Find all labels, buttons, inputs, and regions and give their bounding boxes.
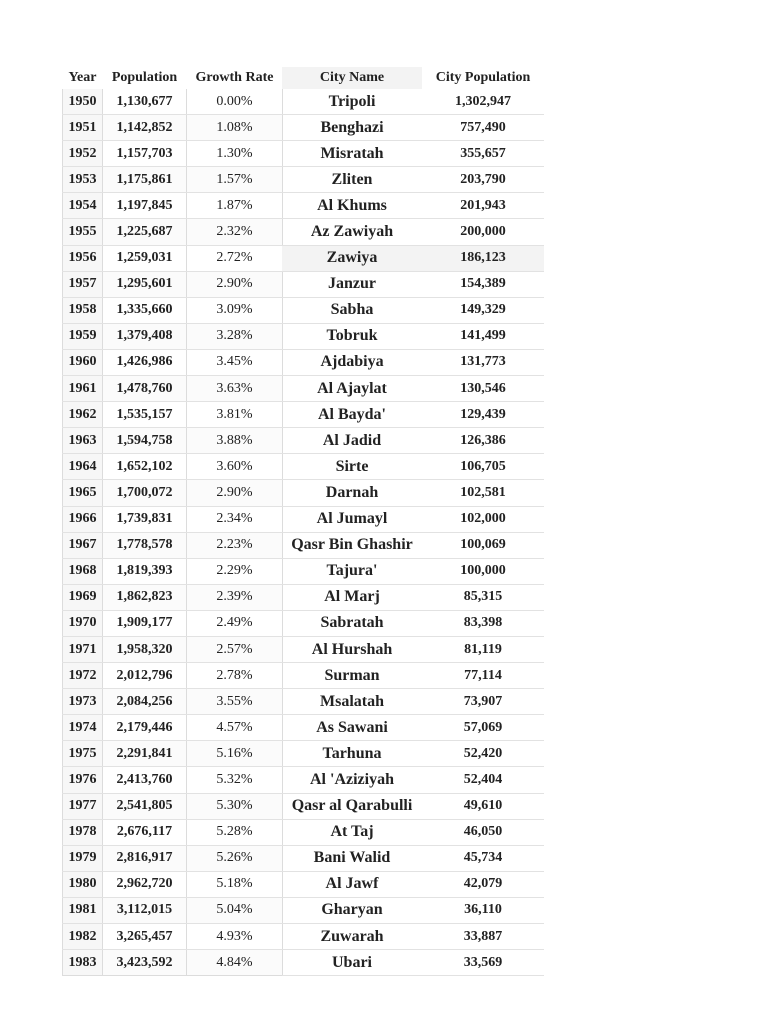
table-row [282, 715, 544, 741]
table-row [282, 924, 544, 950]
cell-growth-rate: 2.57% [187, 636, 283, 662]
cell-growth-rate: 5.16% [187, 741, 283, 767]
table-row [282, 871, 544, 897]
cell-year: 1978 [63, 819, 103, 845]
cell-growth-rate: 5.18% [187, 871, 283, 897]
cell-population: 2,084,256 [103, 689, 187, 715]
cell-growth-rate: 1.08% [187, 115, 283, 141]
cell-growth-rate: 2.90% [187, 480, 283, 506]
cell-city-name: Al Khums [282, 193, 422, 219]
table-row [63, 193, 283, 219]
table-row [63, 402, 283, 428]
cell-year: 1973 [63, 689, 103, 715]
table-row [63, 793, 283, 819]
cell-city-name: Zuwarah [282, 924, 422, 950]
cell-year: 1969 [63, 584, 103, 610]
cell-population: 1,157,703 [103, 141, 187, 167]
cell-growth-rate: 2.39% [187, 584, 283, 610]
cell-population: 1,295,601 [103, 271, 187, 297]
cell-city-name: Qasr al Qarabulli [282, 793, 422, 819]
cell-year: 1974 [63, 715, 103, 741]
cell-city-name: Qasr Bin Ghashir [282, 532, 422, 558]
cell-city-population: 130,546 [422, 376, 544, 402]
cell-city-name: Sabha [282, 297, 422, 323]
table-row [63, 506, 283, 532]
cell-city-name: Ubari [282, 950, 422, 976]
cell-city-population: 85,315 [422, 584, 544, 610]
cell-population: 1,739,831 [103, 506, 187, 532]
cell-city-name: Al Jumayl [282, 506, 422, 532]
cell-city-population: 126,386 [422, 428, 544, 454]
cell-growth-rate: 5.04% [187, 897, 283, 923]
cell-population: 1,426,986 [103, 349, 187, 375]
cell-growth-rate: 2.72% [187, 245, 283, 271]
table-row [282, 819, 544, 845]
table-row [282, 636, 544, 662]
cell-city-population: 52,404 [422, 767, 544, 793]
table-row [282, 402, 544, 428]
table-row [282, 793, 544, 819]
table-row [63, 558, 283, 584]
cell-city-name: Tobruk [282, 323, 422, 349]
cell-city-population: 149,329 [422, 297, 544, 323]
cell-city-name: Tajura' [282, 558, 422, 584]
cell-city-population: 201,943 [422, 193, 544, 219]
cell-year: 1975 [63, 741, 103, 767]
table-row [63, 715, 283, 741]
cell-year: 1967 [63, 532, 103, 558]
cell-city-population: 46,050 [422, 819, 544, 845]
table-row [63, 871, 283, 897]
cell-city-population: 757,490 [422, 115, 544, 141]
table-row [282, 245, 544, 271]
cell-year: 1966 [63, 506, 103, 532]
cell-growth-rate: 0.00% [187, 89, 283, 115]
cell-growth-rate: 2.49% [187, 610, 283, 636]
population-growth-rows [63, 89, 283, 976]
header-growth-rate: Growth Rate [195, 70, 274, 85]
table-row [63, 454, 283, 480]
cell-city-population: 131,773 [422, 349, 544, 375]
city-population-table [282, 67, 544, 976]
cell-city-population: 1,302,947 [422, 89, 544, 115]
cell-year: 1952 [63, 141, 103, 167]
cell-city-name: Al Ajaylat [282, 376, 422, 402]
cell-population: 1,778,578 [103, 532, 187, 558]
cell-city-name: At Taj [282, 819, 422, 845]
cell-year: 1956 [63, 245, 103, 271]
cell-population: 2,012,796 [103, 663, 187, 689]
cell-year: 1959 [63, 323, 103, 349]
cell-population: 2,541,805 [103, 793, 187, 819]
table-row [282, 271, 544, 297]
cell-population: 1,379,408 [103, 323, 187, 349]
cell-population: 1,478,760 [103, 376, 187, 402]
cell-city-population: 100,000 [422, 558, 544, 584]
cell-growth-rate: 3.88% [187, 428, 283, 454]
table-row [282, 610, 544, 636]
cell-city-population: 73,907 [422, 689, 544, 715]
cell-year: 1979 [63, 845, 103, 871]
table-row [282, 323, 544, 349]
cell-city-population: 100,069 [422, 532, 544, 558]
cell-population: 2,291,841 [103, 741, 187, 767]
table-row [282, 193, 544, 219]
table-row [63, 819, 283, 845]
cell-year: 1964 [63, 454, 103, 480]
table-row [282, 897, 544, 923]
table-row [63, 532, 283, 558]
cell-growth-rate: 3.60% [187, 454, 283, 480]
cell-population: 1,958,320 [103, 636, 187, 662]
cell-population: 1,535,157 [103, 402, 187, 428]
cell-growth-rate: 5.26% [187, 845, 283, 871]
cell-growth-rate: 3.81% [187, 402, 283, 428]
cell-year: 1954 [63, 193, 103, 219]
cell-year: 1972 [63, 663, 103, 689]
table-row [63, 924, 283, 950]
cell-year: 1980 [63, 871, 103, 897]
cell-population: 1,225,687 [103, 219, 187, 245]
table-header-row [282, 67, 544, 89]
cell-year: 1981 [63, 897, 103, 923]
cell-population: 1,819,393 [103, 558, 187, 584]
table-row [282, 767, 544, 793]
cell-year: 1965 [63, 480, 103, 506]
cell-growth-rate: 5.32% [187, 767, 283, 793]
cell-city-name: Al 'Aziziyah [282, 767, 422, 793]
cell-city-name: Az Zawiyah [282, 219, 422, 245]
cell-year: 1983 [63, 950, 103, 976]
cell-growth-rate: 2.90% [187, 271, 283, 297]
cell-city-population: 33,569 [422, 950, 544, 976]
cell-year: 1951 [63, 115, 103, 141]
cell-year: 1962 [63, 402, 103, 428]
table-row [282, 115, 544, 141]
cell-population: 1,130,677 [103, 89, 187, 115]
cell-year: 1958 [63, 297, 103, 323]
cell-city-name: Misratah [282, 141, 422, 167]
cell-population: 1,652,102 [103, 454, 187, 480]
cell-growth-rate: 4.84% [187, 950, 283, 976]
table-row [282, 376, 544, 402]
cell-growth-rate: 3.55% [187, 689, 283, 715]
table-row [63, 897, 283, 923]
cell-growth-rate: 5.30% [187, 793, 283, 819]
cell-growth-rate: 1.87% [187, 193, 283, 219]
table-row [282, 428, 544, 454]
cell-year: 1961 [63, 376, 103, 402]
cell-year: 1963 [63, 428, 103, 454]
cell-city-name: Darnah [282, 480, 422, 506]
cell-city-population: 33,887 [422, 924, 544, 950]
cell-growth-rate: 5.28% [187, 819, 283, 845]
cell-city-population: 355,657 [422, 141, 544, 167]
cell-city-population: 45,734 [422, 845, 544, 871]
table-row [63, 767, 283, 793]
table-row [63, 219, 283, 245]
cell-year: 1960 [63, 349, 103, 375]
table-row [282, 167, 544, 193]
table-row [63, 663, 283, 689]
cell-city-population: 186,123 [422, 245, 544, 271]
cell-year: 1982 [63, 924, 103, 950]
table-row [282, 532, 544, 558]
table-row [63, 428, 283, 454]
cell-growth-rate: 2.34% [187, 506, 283, 532]
table-row [63, 167, 283, 193]
population-growth-table [62, 67, 283, 976]
cell-city-name: Al Hurshah [282, 636, 422, 662]
table-row [63, 89, 283, 115]
cell-population: 2,816,917 [103, 845, 187, 871]
table-row [282, 219, 544, 245]
cell-city-name: Sabratah [282, 610, 422, 636]
table-row [63, 480, 283, 506]
cell-city-name: Al Jawf [282, 871, 422, 897]
cell-population: 1,142,852 [103, 115, 187, 141]
cell-city-population: 154,389 [422, 271, 544, 297]
cell-population: 1,259,031 [103, 245, 187, 271]
cell-population: 3,423,592 [103, 950, 187, 976]
cell-population: 1,197,845 [103, 193, 187, 219]
cell-city-population: 141,499 [422, 323, 544, 349]
cell-city-name: Janzur [282, 271, 422, 297]
cell-population: 1,335,660 [103, 297, 187, 323]
cell-population: 3,112,015 [103, 897, 187, 923]
cell-population: 2,413,760 [103, 767, 187, 793]
cell-city-population: 49,610 [422, 793, 544, 819]
cell-city-population: 36,110 [422, 897, 544, 923]
table-row [63, 323, 283, 349]
table-row [282, 454, 544, 480]
cell-population: 1,175,861 [103, 167, 187, 193]
cell-city-population: 200,000 [422, 219, 544, 245]
cell-city-name: Ajdabiya [282, 349, 422, 375]
city-population-rows [282, 89, 544, 976]
cell-city-name: Benghazi [282, 115, 422, 141]
table-row [282, 141, 544, 167]
cell-growth-rate: 2.78% [187, 663, 283, 689]
table-row [282, 506, 544, 532]
table-row [282, 845, 544, 871]
table-row [282, 89, 544, 115]
cell-population: 1,700,072 [103, 480, 187, 506]
cell-city-population: 129,439 [422, 402, 544, 428]
cell-city-population: 77,114 [422, 663, 544, 689]
cell-city-name: Gharyan [282, 897, 422, 923]
table-row [282, 689, 544, 715]
table-row [63, 741, 283, 767]
cell-population: 2,179,446 [103, 715, 187, 741]
cell-city-name: Zawiya [282, 245, 422, 271]
cell-growth-rate: 3.63% [187, 376, 283, 402]
cell-population: 2,962,720 [103, 871, 187, 897]
cell-growth-rate: 2.32% [187, 219, 283, 245]
table-row [63, 115, 283, 141]
table-row [63, 271, 283, 297]
table-row [63, 297, 283, 323]
table-row [282, 480, 544, 506]
cell-growth-rate: 3.09% [187, 297, 283, 323]
cell-city-population: 52,420 [422, 741, 544, 767]
table-row [282, 558, 544, 584]
cell-city-name: Al Bayda' [282, 402, 422, 428]
header-year: Year [68, 70, 97, 85]
cell-year: 1970 [63, 610, 103, 636]
header-city-name: City Name [282, 67, 422, 89]
cell-year: 1950 [63, 89, 103, 115]
cell-city-population: 106,705 [422, 454, 544, 480]
table-row [63, 689, 283, 715]
cell-population: 1,862,823 [103, 584, 187, 610]
cell-city-name: Al Jadid [282, 428, 422, 454]
table-row [63, 636, 283, 662]
table-row [63, 950, 283, 976]
cell-city-name: Bani Walid [282, 845, 422, 871]
table-row [63, 349, 283, 375]
cell-growth-rate: 4.57% [187, 715, 283, 741]
cell-growth-rate: 3.28% [187, 323, 283, 349]
cell-year: 1977 [63, 793, 103, 819]
cell-city-population: 102,581 [422, 480, 544, 506]
table-row [63, 845, 283, 871]
cell-city-population: 102,000 [422, 506, 544, 532]
table-row [63, 610, 283, 636]
table-header-row [63, 67, 283, 89]
cell-growth-rate: 4.93% [187, 924, 283, 950]
table-row [63, 376, 283, 402]
header-population: Population [111, 70, 178, 85]
cell-city-population: 57,069 [422, 715, 544, 741]
cell-growth-rate: 3.45% [187, 349, 283, 375]
cell-year: 1971 [63, 636, 103, 662]
table-row [282, 950, 544, 976]
cell-population: 3,265,457 [103, 924, 187, 950]
cell-growth-rate: 2.23% [187, 532, 283, 558]
cell-city-name: Surman [282, 663, 422, 689]
cell-population: 1,909,177 [103, 610, 187, 636]
cell-year: 1953 [63, 167, 103, 193]
cell-city-population: 81,119 [422, 636, 544, 662]
cell-city-name: As Sawani [282, 715, 422, 741]
cell-city-population: 203,790 [422, 167, 544, 193]
cell-population: 1,594,758 [103, 428, 187, 454]
cell-year: 1957 [63, 271, 103, 297]
table-row [282, 663, 544, 689]
cell-growth-rate: 1.30% [187, 141, 283, 167]
table-row [282, 741, 544, 767]
cell-city-name: Tripoli [282, 89, 422, 115]
cell-year: 1976 [63, 767, 103, 793]
table-row [282, 349, 544, 375]
cell-city-name: Msalatah [282, 689, 422, 715]
table-row [282, 584, 544, 610]
header-city-population: City Population [435, 70, 531, 85]
cell-year: 1968 [63, 558, 103, 584]
cell-growth-rate: 2.29% [187, 558, 283, 584]
cell-city-name: Al Marj [282, 584, 422, 610]
table-row [63, 245, 283, 271]
table-row [63, 141, 283, 167]
table-row [282, 297, 544, 323]
cell-city-population: 83,398 [422, 610, 544, 636]
cell-city-name: Tarhuna [282, 741, 422, 767]
cell-growth-rate: 1.57% [187, 167, 283, 193]
cell-city-name: Sirte [282, 454, 422, 480]
table-row [63, 584, 283, 610]
cell-population: 2,676,117 [103, 819, 187, 845]
cell-city-name: Zliten [282, 167, 422, 193]
cell-city-population: 42,079 [422, 871, 544, 897]
cell-year: 1955 [63, 219, 103, 245]
